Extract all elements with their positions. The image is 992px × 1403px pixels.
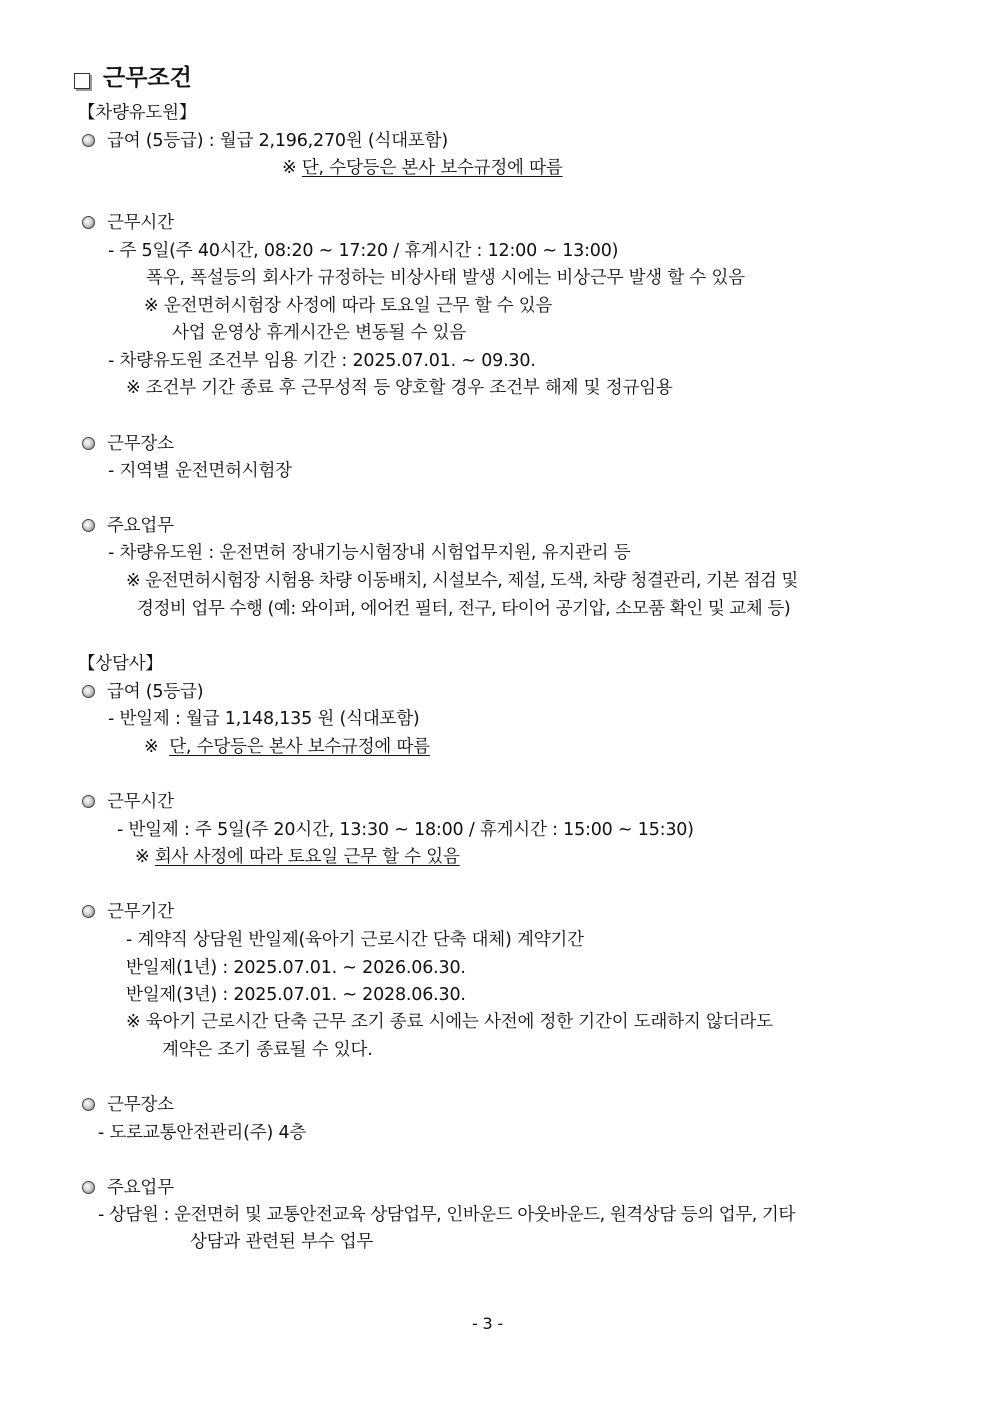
- note-mark: ※: [282, 158, 297, 178]
- driver-hours-line5: - 차량유도원 조건부 임용 기간 : 2025.07.01. ~ 09.30.: [108, 351, 536, 371]
- bullet-circle-icon: [82, 1181, 95, 1194]
- driver-hours-line6: ※ 조건부 기간 종료 후 근무성적 등 양호할 경우 조건부 해제 및 정규임용: [126, 378, 673, 398]
- counselor-period-line2: 반일제(1년) : 2025.07.01. ~ 2026.06.30.: [126, 958, 466, 978]
- driver-header: 【차량유도원】: [78, 103, 197, 123]
- counselor-duties-item: [82, 1176, 174, 1200]
- counselor-place-item: [82, 1093, 174, 1117]
- counselor-period-line3: 반일제(3년) : 2025.07.01. ~ 2028.06.30.: [126, 985, 466, 1005]
- driver-place-line1: - 지역별 운전면허시험장: [108, 461, 292, 481]
- bullet-circle-icon: [82, 795, 95, 808]
- driver-hours-item: [82, 211, 174, 235]
- driver-pay-heading: 급여 (5등급) : 월급 2,196,270원 (식대포함): [107, 131, 448, 151]
- counselor-header: 【상담사】: [78, 654, 163, 674]
- driver-hours-line3: ※ 운전면허시험장 사정에 따라 토요일 근무 할 수 있음: [144, 296, 553, 316]
- counselor-pay-note: [144, 735, 430, 759]
- checkbox-square-icon: [74, 73, 90, 89]
- driver-place-item: [82, 432, 174, 456]
- page-number: - 3 -: [472, 1314, 503, 1333]
- counselor-period-line4: ※ 육아기 근로시간 단축 근무 조기 종료 시에는 사전에 정한 기간이 도래하지 않더라도: [126, 1012, 773, 1032]
- driver-duties-line2: ※ 운전면허시험장 시험용 차량 이동배치, 시설보수, 제설, 도색, 차량 청결관리, 기본 점검 및: [126, 571, 798, 591]
- bullet-circle-icon: [82, 519, 95, 532]
- counselor-pay-item: [82, 680, 203, 704]
- driver-hours-line4: 사업 운영상 휴게시간은 변동될 수 있음: [172, 323, 467, 343]
- counselor-hours-item: [82, 790, 174, 814]
- counselor-place-heading: 근무장소: [107, 1095, 174, 1115]
- counselor-period-line5: 계약은 조기 종료될 수 있다.: [162, 1040, 373, 1060]
- driver-duties-heading: 주요업무: [107, 516, 174, 536]
- bullet-circle-icon: [82, 216, 95, 229]
- bullet-circle-icon: [82, 1098, 95, 1111]
- bullet-circle-icon: [82, 685, 95, 698]
- counselor-period-heading: 근무기간: [107, 902, 174, 922]
- counselor-place-line1: - 도로교통안전관리(주) 4층: [98, 1123, 307, 1143]
- counselor-pay-line1: - 반일제 : 월급 1,148,135 원 (식대포함): [108, 709, 420, 729]
- counselor-pay-note-text: 단, 수당등은 본사 보수규정에 따름: [169, 737, 430, 757]
- driver-duties-item: [82, 514, 174, 538]
- counselor-hours-note: [135, 845, 460, 869]
- driver-hours-heading: 근무시간: [107, 213, 174, 233]
- note-mark: ※: [144, 737, 159, 757]
- driver-duties-line3: 경정비 업무 수행 (예: 와이퍼, 에어컨 필터, 전구, 타이어 공기압, 소모품 확인 및 교체 등): [137, 599, 791, 619]
- counselor-hours-note-text: 회사 사정에 따라 토요일 근무 할 수 있음: [154, 847, 460, 867]
- counselor-pay-heading: 급여 (5등급): [107, 682, 204, 702]
- section-title: 근무조건: [103, 65, 192, 91]
- counselor-period-line1: - 계약직 상담원 반일제(육아기 근로시간 단축 대체) 계약기간: [126, 930, 584, 950]
- bullet-circle-icon: [82, 134, 95, 147]
- bullet-circle-icon: [82, 437, 95, 450]
- driver-hours-line1: - 주 5일(주 40시간, 08:20 ~ 17:20 / 휴게시간 : 12:00 ~ 13:00): [108, 241, 619, 261]
- note-mark: ※: [135, 847, 150, 867]
- counselor-hours-line1: - 반일제 : 주 5일(주 20시간, 13:30 ~ 18:00 / 휴게시간 : 15:00 ~ 15:30): [117, 820, 694, 840]
- driver-hours-line2: 폭우, 폭설등의 회사가 규정하는 비상사태 발생 시에는 비상근무 발생 할 수 있음: [146, 268, 745, 288]
- bullet-circle-icon: [82, 905, 95, 918]
- driver-pay-item: [82, 129, 448, 153]
- counselor-duties-line1: - 상담원 : 운전면허 및 교통안전교육 상담업무, 인바운드 아웃바운드, 원격상담 등의 업무, 기타: [98, 1205, 795, 1225]
- counselor-duties-line2: 상담과 관련된 부수 업무: [190, 1232, 374, 1252]
- driver-pay-note-text: 단, 수당등은 본사 보수규정에 따름: [301, 158, 563, 178]
- counselor-hours-heading: 근무시간: [107, 792, 174, 812]
- counselor-duties-heading: 주요업무: [107, 1178, 174, 1198]
- counselor-period-item: [82, 900, 174, 924]
- driver-place-heading: 근무장소: [107, 434, 174, 454]
- driver-duties-line1: - 차량유도원 : 운전면허 장내기능시험장내 시험업무지원, 유지관리 등: [108, 543, 631, 563]
- driver-pay-note: [282, 156, 563, 180]
